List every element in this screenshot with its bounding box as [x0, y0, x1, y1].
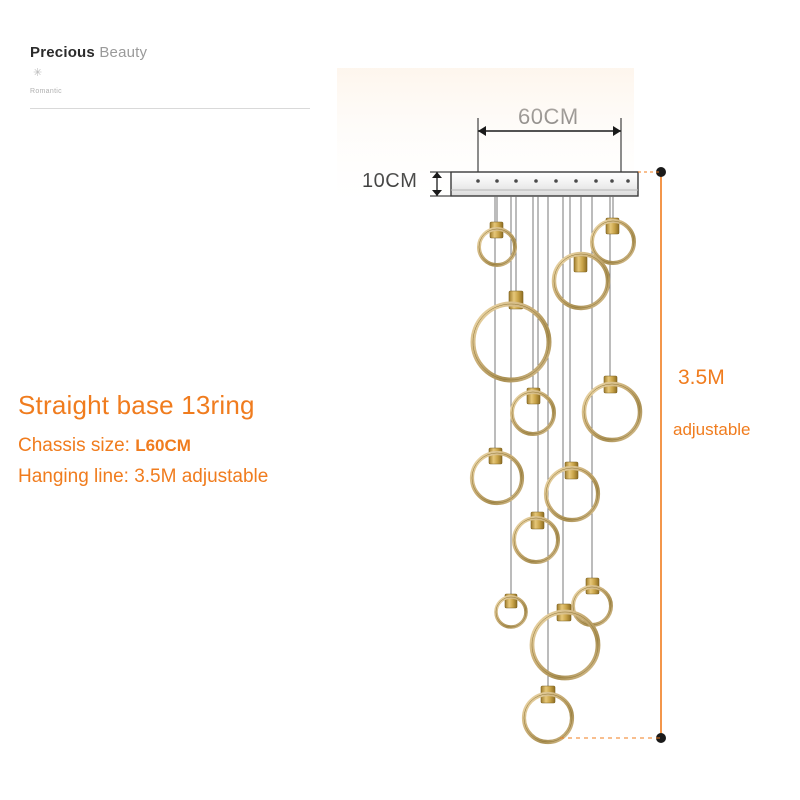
ring-1	[479, 222, 515, 265]
drop-height-value: 3.5M	[678, 366, 725, 389]
ring-9	[514, 512, 558, 562]
ring-2	[592, 218, 634, 263]
canopy-plate	[451, 172, 638, 196]
ring-group	[472, 218, 640, 742]
hanging-line-value: 3.5M adjustable	[134, 466, 269, 487]
page-title: Straight base 13ring	[18, 390, 255, 420]
ring-13	[524, 686, 572, 742]
brand-tagline: Romantic	[30, 88, 62, 95]
ring-10	[496, 594, 526, 627]
chassis-size-value: L60CM	[135, 436, 191, 455]
chassis-size-label: Chassis size:	[18, 435, 130, 456]
brand-name-light: Beauty	[99, 44, 148, 61]
ring-8	[546, 462, 598, 520]
asterisk-icon: ✳	[33, 67, 43, 79]
hanging-line-label: Hanging line:	[18, 466, 129, 487]
ring-7	[472, 448, 522, 503]
ring-12	[532, 604, 598, 678]
drop-height-note: adjustable	[673, 420, 751, 439]
ring-3	[554, 254, 608, 308]
brand-name-bold: Precious	[30, 44, 95, 61]
ring-11	[573, 578, 611, 625]
